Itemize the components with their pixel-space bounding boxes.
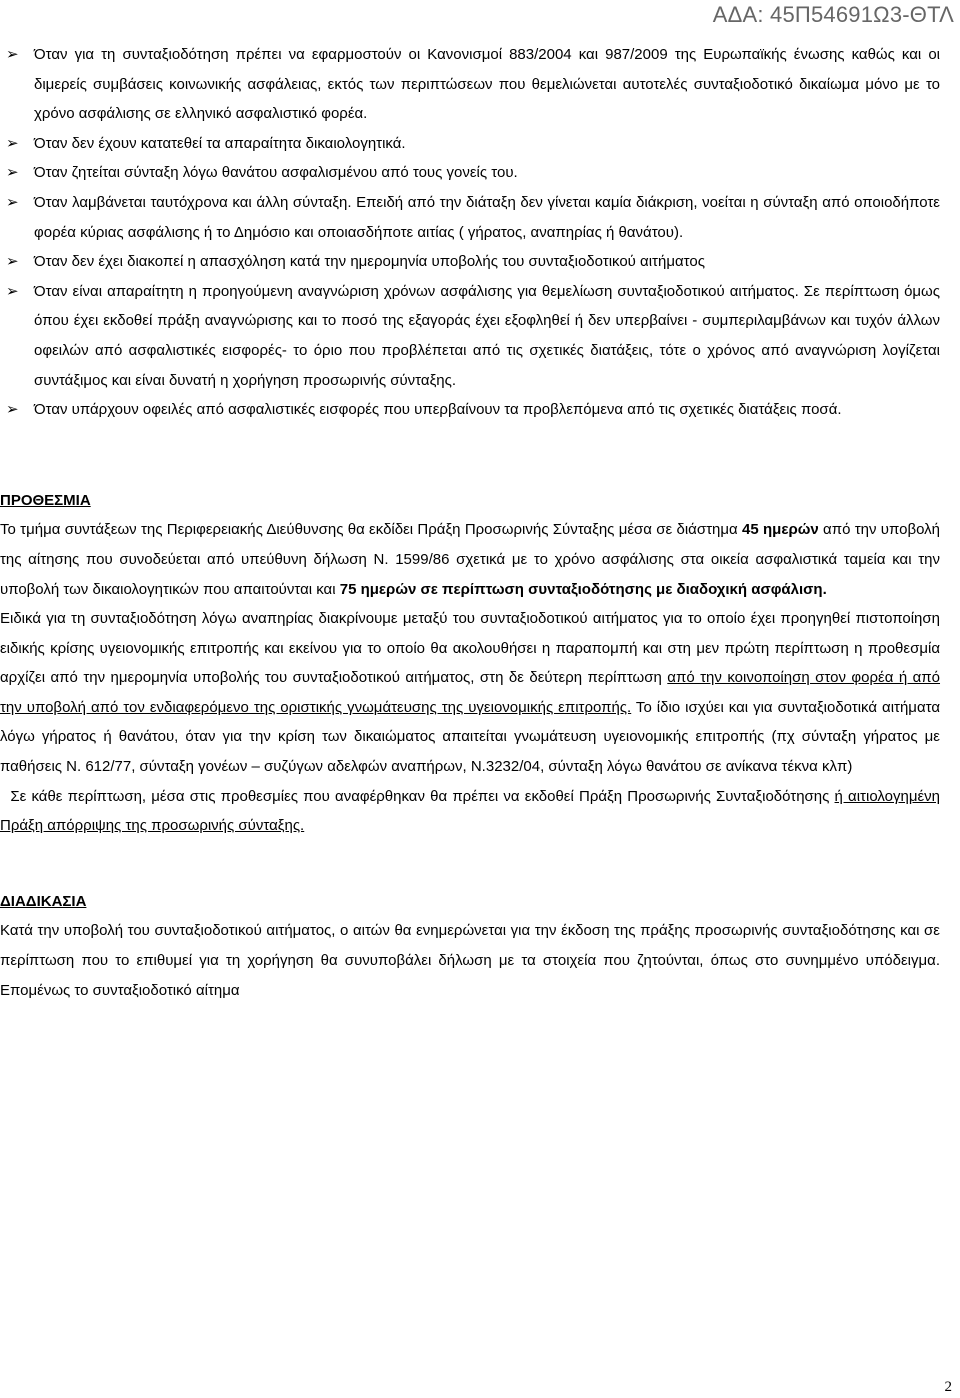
spacer [0, 425, 940, 486]
deadline-paragraph-3 [0, 782, 940, 841]
bold-text: 45 ημερών [742, 521, 819, 539]
arrow-bullet-icon: ➢ [6, 164, 19, 182]
list-item [0, 277, 940, 395]
list-item [0, 129, 940, 159]
text-run: Ειδικά για τη συνταξιοδότηση λόγω αναπηρίας διακρίνουμε μεταξύ του συνταξιοδοτικού αιτήματος για το οποίο έχει προηγηθεί πιστοποίηση ειδικής κρίσης υγειονομικής επιτροπής και εκείνου για το οποίο θα ακολουθήσει η παραπομπή και στη μεν πρώτη περίπτωση η προθεσμία αρχίζει από την ημερομηνία υποβολής του συνταξιοδοτικού αιτήματος, στη δε δεύτερη περίπτωση [0, 610, 940, 687]
deadline-paragraph-1 [0, 515, 940, 604]
arrow-bullet-icon: ➢ [6, 193, 19, 211]
list-item [0, 40, 940, 129]
underlined-text: ή αιτιολογημένη Πράξη απόρριψης της προσωρινής σύνταξης. [0, 787, 941, 835]
list-item-text: Όταν ζητείται σύνταξη λόγω θανάτου ασφαλισμένου από τους γονείς του. [34, 164, 518, 182]
list-item [0, 158, 940, 188]
list-item-text: Όταν υπάρχουν οφειλές από ασφαλιστικές εισφορές που υπερβαίνουν τα προβλεπόμενα από τις σχετικές διατάξεις ποσά. [34, 401, 842, 419]
section-heading-procedure: ΔΙΑΔΙΚΑΣΙΑ [0, 892, 87, 910]
underlined-text: από την κοινοποίηση στον φορέα ή από την υποβολή από τον ενδιαφερόμενο της οριστικής γνωμάτευσης της υγειονομικής επιτροπής. [0, 669, 941, 716]
ada-code: ΑΔΑ: 45Π54691Ω3-ΘΤΛ [712, 2, 954, 27]
procedure-paragraph-1: Κατά την υποβολή του συνταξιοδοτικού αιτήματος, ο αιτών θα ενημερώνεται για την έκδοση της πράξης προσωρινής συνταξιοδότησης και σε περίπτωση που το επιθυμεί για τη χορήγηση θα συνυποβάλει δήλωση με τα στοιχεία που ζητούνται, όπως στο συνημμένο υπόδειγμα. Επομένως το συνταξιοδοτικό αίτημα [0, 922, 940, 999]
text-run: από την υποβολή της αίτησης που συνοδεύεται από υπεύθυνη δήλωση Ν. 1599/86 σχετικά με το χρόνο ασφάλισης στα οικεία ασφαλιστικά ταμεία και την υποβολή των δικαιολογητικών που απαιτούνται και [0, 521, 941, 598]
deadline-paragraph-2 [0, 604, 940, 782]
arrow-bullet-icon: ➢ [6, 401, 19, 419]
arrow-bullet-icon: ➢ [6, 253, 19, 271]
text-run: Το τμήμα συντάξεων της Περιφερειακής Διεύθυνσης θα εκδίδει Πράξη Προσωρινής Σύνταξης μέσα σε διάστημα [0, 521, 742, 539]
list-item-text: Όταν δεν έχουν κατατεθεί τα απαραίτητα δικαιολογητικά. [34, 134, 406, 152]
text-run: Σε κάθε περίπτωση, μέσα στις προθεσμίες που αναφέρθηκαν θα πρέπει να εκδοθεί Πράξη Προσωρινής Συνταξιοδότησης [10, 787, 835, 805]
text-run: Το ίδιο ισχύει και για συνταξιοδοτικά αιτήματα λόγω γήρατος ή θανάτου, όταν για την κρίση των δικαιώματος απαιτείται γνωμάτευση υγειονομικής επιτροπής (πχ σύνταξη γήρατος με παθήσεις Ν. 612/77, σύνταξη γονέων – συζύγων αδελφών αναπήρων, Ν.3232/04, σύνταξη λόγω θανάτου σε ανίκανα τέκνα κλπ) [0, 698, 941, 776]
arrow-bullet-icon: ➢ [6, 46, 19, 63]
document-body [0, 40, 940, 1005]
list-item [0, 188, 940, 247]
page-number: 2 [944, 1379, 952, 1395]
spacer [0, 841, 940, 887]
bold-text: 75 ημερών σε περίπτωση συνταξιοδότησης με διαδοχική ασφάλιση. [339, 580, 827, 598]
arrow-bullet-icon: ➢ [6, 282, 19, 300]
list-item [0, 247, 940, 277]
list-item-text: Όταν λαμβάνεται ταυτόχρονα και άλλη σύνταξη. Επειδή από την διάταξη δεν γίνεται καμία διάκριση, νοείται η σύνταξη από οποιοδήποτε φορέα κύριας ασφάλισης ή το Δημόσιο και οποιασδήποτε αιτίας ( γήρατος, αναπηρίας ή θανάτου). [34, 193, 940, 241]
list-item-text: Όταν είναι απαραίτητη η προηγούμενη αναγνώριση χρόνων ασφάλισης για θεμελίωση συνταξιοδοτικού αιτήματος. Σε περίπτωση όμως όπου έχει εκδοθεί πράξη αναγνώρισης και το ποσό της εξαγοράς έχει εξοφληθεί ή δεν υπερβαίνει - συμπεριλαμβάνων και τυχόν άλλων οφειλών από ασφαλιστικές εισφορές- το όριο που προβλέπεται από τις σχετικές διατάξεις, τότε ο χρόνος από αναγνώριση λογίζεται συντάξιμος και είναι δυνατή η χορήγηση προσωρινής σύνταξης. [34, 282, 940, 389]
list-item-text: Όταν για τη συνταξιοδότηση πρέπει να εφαρμοστούν οι Κανονισμοί 883/2004 και 987/2009 της Ευρωπαϊκής ένωσης καθώς και οι διμερείς συμβάσεις κοινωνικής ασφάλειας, εκτός των περιπτώσεων που θεμελιώνεται αυτοτελές συνταξιοδοτικό δικαίωμα μόνο με το χρόνο ασφάλισης σε ελληνικό ασφαλιστικό φορέα. [34, 46, 940, 123]
list-item-text: Όταν δεν έχει διακοπεί η απασχόληση κατά την ημερομηνία υποβολής του συνταξιοδοτικού αιτήματος [34, 253, 705, 271]
arrow-bullet-icon: ➢ [6, 134, 19, 152]
list-item [0, 395, 940, 425]
section-heading-deadline: ΠΡΟΘΕΣΜΙΑ [0, 491, 91, 509]
